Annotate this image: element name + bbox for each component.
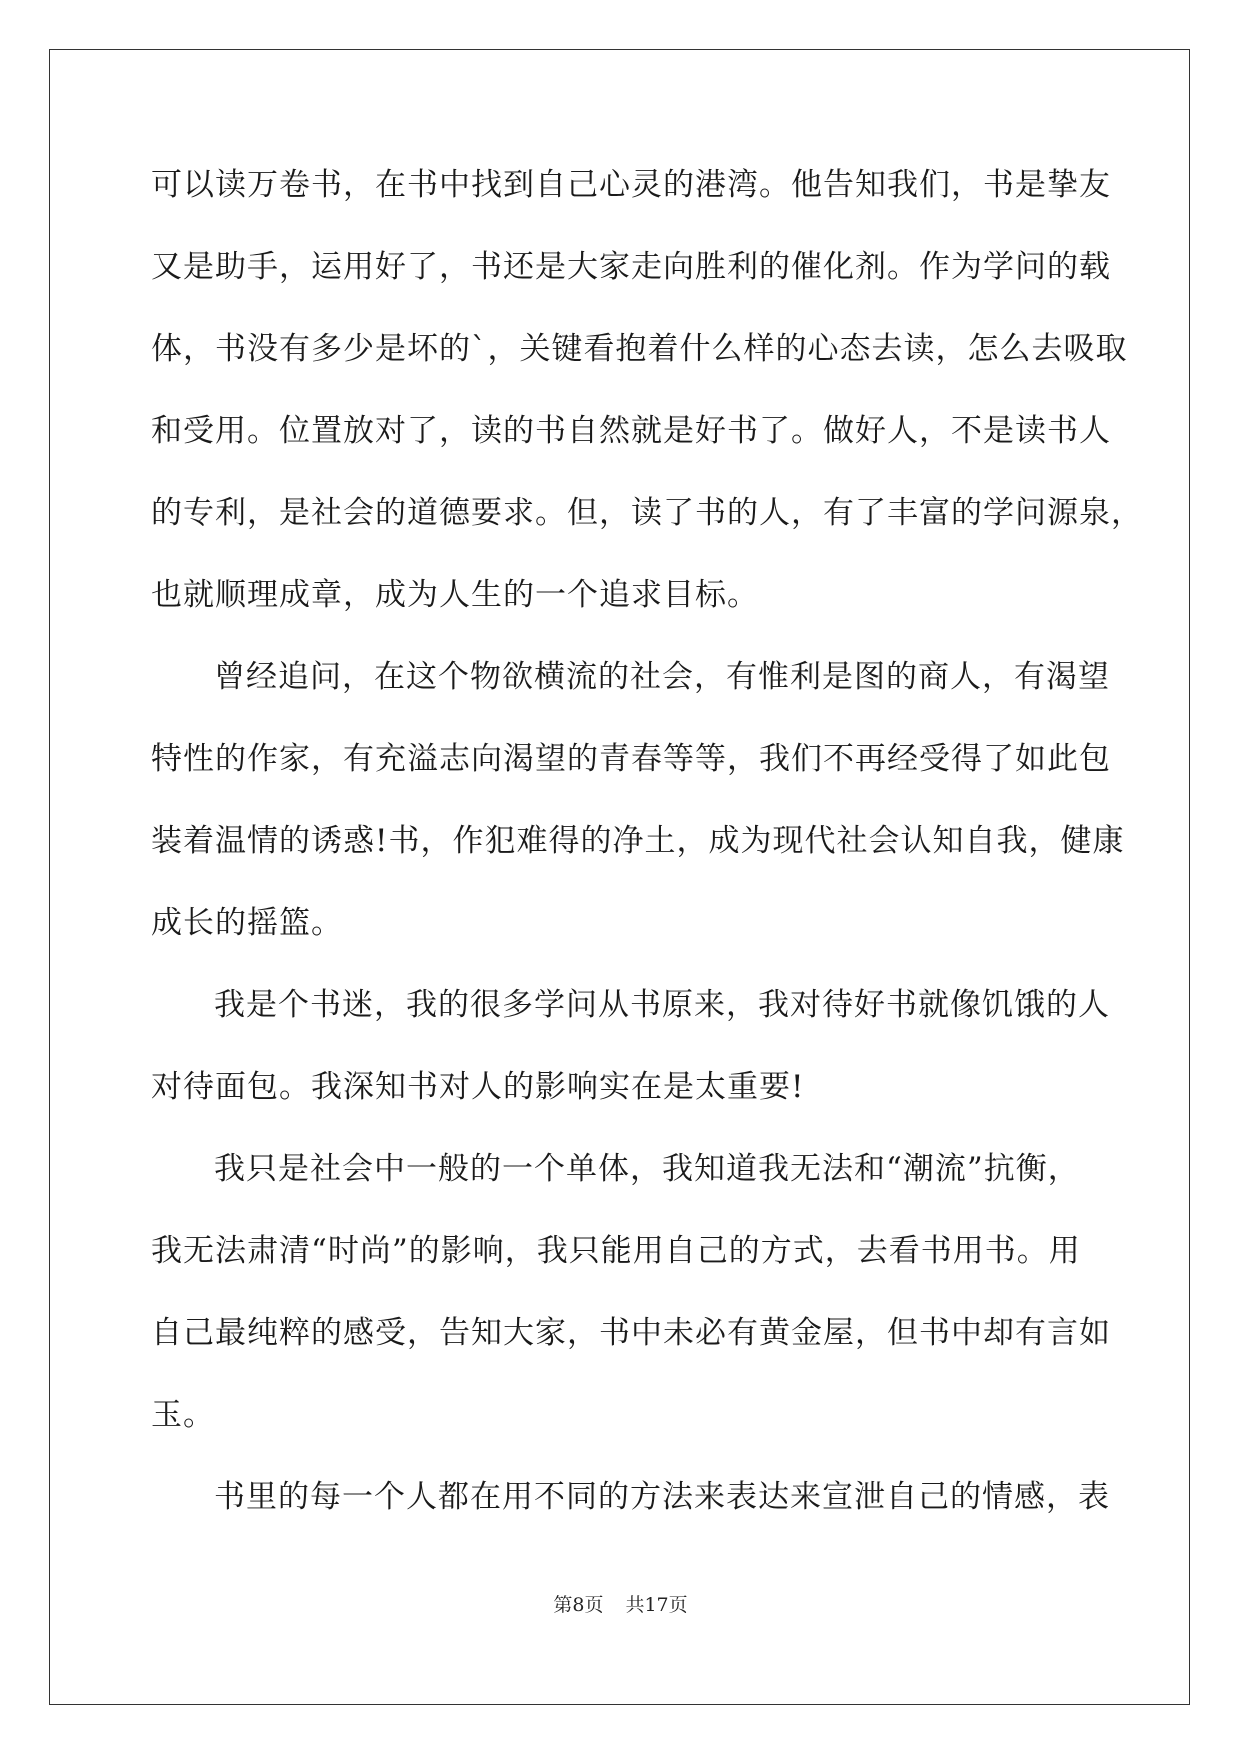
text-line: 对待面包。我深知书对人的影响实在是太重要! <box>151 1069 805 1105</box>
page-footer <box>0 1590 1241 1617</box>
text-line: 也就顺理成章，成为人生的一个追求目标。 <box>151 577 759 613</box>
text-line: 我只是社会中一般的一个单体，我知道我无法和“潮流”抗衡， <box>214 1151 1080 1187</box>
text-line: 又是助手，运用好了，书还是大家走向胜利的催化剂。作为学问的载 <box>151 249 1111 285</box>
text-line: 我是个书迷，我的很多学问从书原来，我对待好书就像饥饿的人 <box>214 987 1110 1023</box>
text-line: 特性的作家，有充溢志向渴望的青春等等，我们不再经受得了如此包 <box>151 741 1111 777</box>
text-line: 曾经追问，在这个物欲横流的社会，有惟利是图的商人，有渴望 <box>214 659 1110 695</box>
page-number: 第8页 <box>553 1594 604 1616</box>
page-total: 共17页 <box>625 1594 688 1616</box>
text-line: 我无法肃清“时尚”的影响，我只能用自己的方式，去看书用书。用 <box>151 1233 1081 1269</box>
text-line: 成长的摇篮。 <box>151 905 343 941</box>
text-line: 和受用。位置放对了，读的书自然就是好书了。做好人，不是读书人 <box>151 413 1111 449</box>
text-line: 可以读万卷书，在书中找到自己心灵的港湾。他告知我们，书是挚友 <box>151 167 1111 203</box>
text-line: 玉。 <box>151 1397 215 1433</box>
text-line: 体，书没有多少是坏的`，关键看抱着什么样的心态去读，怎么去吸取 <box>151 331 1128 367</box>
text-line: 装着温情的诱惑!书，作犯难得的净土，成为现代社会认知自我，健康 <box>151 823 1125 859</box>
text-line: 书里的每一个人都在用不同的方法来表达来宣泄自己的情感，表 <box>214 1479 1110 1515</box>
text-line: 的专利，是社会的道德要求。但，读了书的人，有了丰富的学问源泉， <box>151 495 1143 531</box>
page-border <box>49 49 1190 1705</box>
text-line: 自己最纯粹的感受，告知大家，书中未必有黄金屋，但书中却有言如 <box>151 1315 1111 1351</box>
